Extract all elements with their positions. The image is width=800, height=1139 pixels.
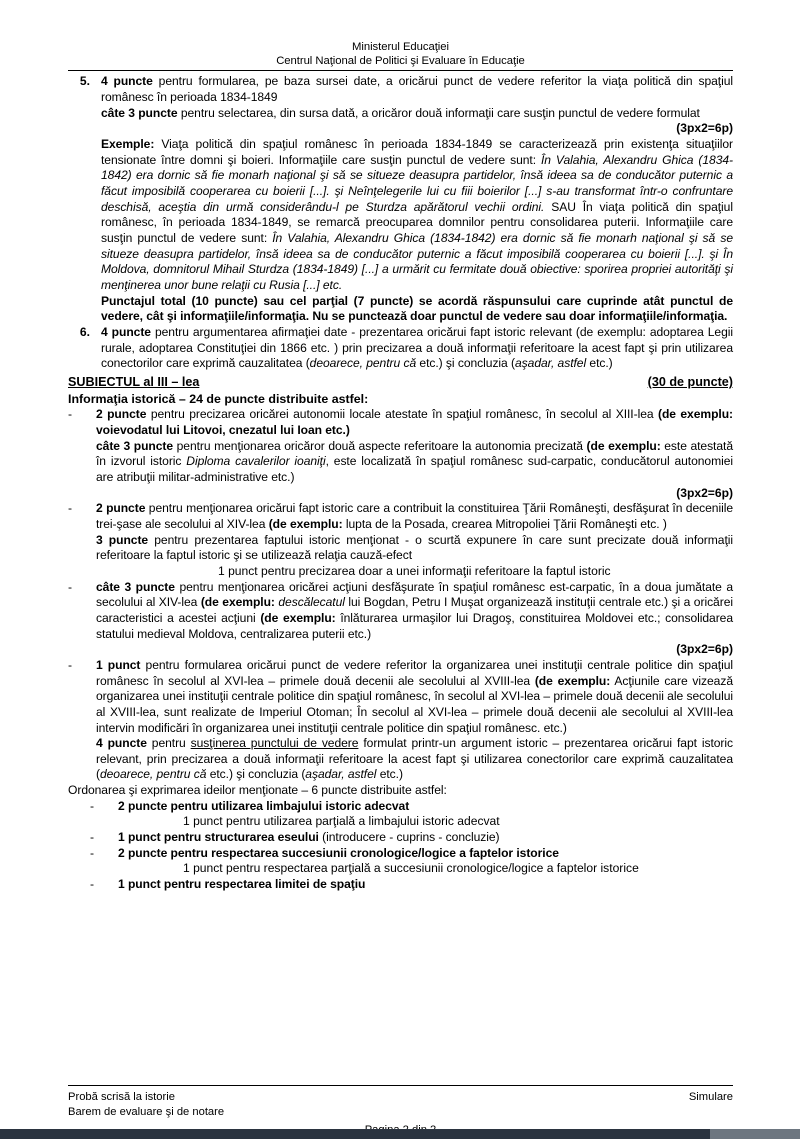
bullet-institutie-points: 1 punct bbox=[96, 657, 141, 672]
bullet-institutie-text-6: etc.) bbox=[376, 767, 403, 782]
bullet-tara-line1 bbox=[96, 501, 733, 532]
footer-exam-name: Probă scrisă la istorie bbox=[68, 1091, 175, 1103]
dash-bullet-icon: - bbox=[90, 877, 95, 892]
item-5-line2 bbox=[101, 106, 733, 122]
order-space-bold: 1 punct pentru respectarea limitei de spaţiu bbox=[118, 877, 366, 892]
viewer-scrollbar[interactable] bbox=[710, 1129, 800, 1139]
order-bullet-chronology bbox=[68, 846, 733, 862]
order-structure-rest: (introducere - cuprins - concluzie) bbox=[318, 830, 500, 845]
bullet-autonomy-line1 bbox=[96, 407, 733, 438]
bullet-est-text-3: şi a oricărei caracteristici a acestei acţiuni bbox=[96, 595, 733, 625]
item-6-body bbox=[101, 325, 733, 372]
example-text-1: Viaţa politică din spaţiul românesc în perioada 1834-1849 se caracterizează prin existenţa situaţiilor tensionate între domni şi boieri. Informaţiile care susţin punctul de vedere sunt: bbox=[101, 137, 733, 167]
order-structure-bold: 1 punct pentru structurarea eseului bbox=[118, 830, 319, 845]
historical-info-heading: Informaţia istorică – 24 de puncte distribuite astfel: bbox=[68, 392, 369, 407]
bullet-autonomy-score: (3px2=6p) bbox=[676, 485, 733, 500]
bullet-institutie-text-3: pentru bbox=[146, 736, 191, 751]
item-5-score: (3px2=6p) bbox=[676, 121, 733, 136]
order-chronology-bold: 2 puncte pentru respectarea succesiunii cronologice/logice a faptelor istorice bbox=[118, 845, 559, 860]
item-6-text-3: etc.) bbox=[586, 356, 613, 371]
bullet-est-points: câte 3 puncte bbox=[96, 579, 175, 594]
bullet-est-text-4: înlăturarea urmaşilor lui Dragoş, constituirea Moldovei etc.; consolidarea statului medieval Moldova, centralizarea puterii etc.) bbox=[96, 610, 733, 641]
bullet-tara-subnote: 1 punct pentru precizarea doar a unei informaţii referitoare la faptul istoric bbox=[218, 563, 611, 578]
order-sub-language: 1 punct pentru utilizarea parţială a limbajului istoric adecvat bbox=[183, 814, 500, 829]
bullet-institutie-text-4: formulat printr-un argument istoric – prezentarea oricărui fapt istoric relevant, prin precizarea a două informaţii referitoare la acest fapt şi utilizarea conectorilor care exprimă cauzalitatea ( bbox=[96, 736, 733, 782]
item-6-text-2: etc.) şi concluzia ( bbox=[416, 356, 515, 371]
bullet-autonomy-text-2: pentru menţionarea oricăror două aspecte referitoare la autonomia precizată bbox=[173, 438, 587, 453]
bullet-autonomy-line2 bbox=[96, 439, 733, 486]
example-conj-1: şi bbox=[329, 184, 349, 199]
order-bullet-language-text bbox=[118, 799, 733, 815]
subject-3-title: SUBIECTUL al III – lea bbox=[68, 374, 200, 389]
bullet-autonomy-text-3: este atestată în izvorul istoric bbox=[96, 438, 733, 469]
bullet-est-text-2: lui Bogdan, Petru I Muşat organizează instituţii centrale etc.) bbox=[344, 595, 669, 610]
dash-bullet-icon: - bbox=[90, 830, 95, 845]
dash-bullet-icon: - bbox=[68, 501, 73, 516]
bullet-est-score: (3px2=6p) bbox=[676, 642, 733, 657]
bullet-autonomy bbox=[68, 407, 733, 501]
bullet-institutie-text-1: pentru formularea oricărui punct de vedere referitor la organizarea unei instituţii centrale politice din spaţiul românesc în secolul al XVI-lea – primele două decenii ale secolului al XVIII-lea bbox=[96, 657, 733, 688]
ordering-heading: Ordonarea şi exprimarea ideilor menţionate – 6 puncte distribuite astfel: bbox=[68, 783, 447, 798]
ministry-line: Ministerul Educaţiei bbox=[352, 41, 449, 53]
dash-bullet-icon: - bbox=[90, 845, 95, 860]
footer-row-1 bbox=[68, 1090, 733, 1105]
item-5-line2-points: câte 3 puncte bbox=[101, 105, 178, 120]
example-conj-2: şi bbox=[704, 246, 724, 261]
bullet-est-carpatic bbox=[68, 580, 733, 658]
bullet-tara-text: pentru menţionarea oricărui fapt istoric care a contribuit la constituirea Ţării Româneşti, desfăşurat în deceniile trei-şase ale secolului al XIV-lea bbox=[96, 501, 733, 531]
order-sub-chronology: 1 punct pentru respectarea parţială a succesiunii cronologice/logice a faptelor istorice bbox=[183, 861, 639, 876]
center-line: Centrul Naţional de Politici şi Evaluare în Educaţie bbox=[276, 55, 525, 68]
footer-divider bbox=[68, 1085, 733, 1086]
dash-bullet-icon: - bbox=[68, 579, 73, 594]
item-6-italic-1: deoarece, pentru că bbox=[309, 356, 417, 371]
order-bullet-language bbox=[68, 799, 733, 815]
bullet-autonomy-text: pentru precizarea oricărei autonomii locale atestate în spaţiul românesc, în secolul al XIII-lea bbox=[146, 407, 658, 422]
bullet-tara-text-2: lupta de la Posada, crearea Mitropoliei Ţării Româneşti etc. ) bbox=[342, 516, 667, 531]
item-6-marker: 6. bbox=[79, 324, 90, 339]
bullet-tara-example: (de exemplu: bbox=[268, 516, 343, 531]
bullet-tara-points-2: 3 puncte bbox=[96, 532, 149, 547]
order-bullet-space-limit bbox=[68, 877, 733, 893]
item-6-text-1: pentru argumentarea afirmaţiei date - prezentarea oricărui fapt istoric relevant (de exemplu: adoptarea Legii rurale, adoptarea Constituţiei din 1866 etc. ) prin precizarea a două informaţii referitoare la acest fapt şi prin utilizarea conectorilor care exprimă cauzalitatea ( bbox=[101, 324, 733, 371]
bullet-institutie-line1 bbox=[96, 658, 733, 736]
bullet-autonomy-points-2: câte 3 puncte bbox=[96, 438, 174, 453]
bullet-est-italic-1: descălecatul bbox=[274, 595, 345, 610]
order-bullet-space-limit-text bbox=[118, 877, 733, 893]
bullet-autonomy-points: 2 puncte bbox=[96, 407, 147, 422]
footer-document-type: Barem de evaluare şi de notare bbox=[68, 1105, 225, 1118]
example-quote-4: În Moldova, domnitorul Mihail Sturdza (1834-1849) [...] a urmărit cu fermitate două obiective: sporirea propriei autorităţi şi menţinerea unor bune relaţii cu Rusia [...] etc. bbox=[101, 246, 733, 292]
example-text-2: SAU În viaţa politică din spaţiul românesc, în perioada 1834-1849, se remarcă preocuparea domnilor pentru consolidarea puterii. Informaţiile care susţin punctul de vedere sunt: bbox=[101, 199, 733, 245]
item-5-line1-text: pentru formularea, pe baza sursei date, a oricărui punct de vedere referitor la viaţa politică din spaţiul românesc în perioada 1834-1849 bbox=[101, 74, 733, 105]
dash-bullet-icon: - bbox=[68, 407, 73, 422]
bullet-tara-points: 2 puncte bbox=[96, 501, 146, 516]
bullet-institutie-centrala bbox=[68, 658, 733, 783]
bullet-institutie-underline: susţinerea punctului de vedere bbox=[190, 736, 359, 751]
bullet-tara-text-3: pentru prezentarea faptului istoric menţionat - o scurtă expunere în care sunt precizate două informaţii referitoare la faptul istoric şi se utilizează relaţia cauză-efect bbox=[96, 532, 733, 563]
example-quote-2: Neînţelegerile lui cu fiii boierilor [...] s-au transformat într-o confruntare deschisă, aceştia din urmă considerându-l pe Sturdza apărătorul vechii ordini. bbox=[101, 184, 733, 214]
item-6 bbox=[68, 325, 733, 372]
bullet-institutie-points-2: 4 puncte bbox=[96, 736, 147, 751]
item-5-note bbox=[101, 294, 733, 325]
footer-session: Simulare bbox=[688, 1091, 733, 1103]
item-5-example bbox=[101, 137, 733, 294]
bullet-est-example-2: (de exemplu: bbox=[260, 610, 336, 625]
dash-bullet-icon: - bbox=[90, 798, 95, 813]
bullet-institutie-text-2: Acţiunile care vizează organizarea unei instituţii centrale politice din spaţiul românesc, în secolul al XVI-lea – primele două decenii ale secolului al XVIII-lea, sunt realizate de Imperiul Otoman; În secolul al XVI-lea – primele două decenii ale secolului al XVIII-lea intervin modificări în organizarea unei instituţii centrale politice din spaţiul românesc. etc.) bbox=[96, 673, 733, 735]
bullet-est-text-1: pentru menţionarea oricărei acţiuni desfăşurate în spaţiul românesc est-carpatic, în a doua jumătate a secolului al XIV-lea bbox=[96, 579, 734, 610]
document-content bbox=[68, 40, 733, 893]
bullet-institutie-example: (de exemplu: bbox=[534, 673, 611, 688]
bullet-institutie-text-5: etc.) şi concluzia ( bbox=[206, 767, 306, 782]
header-divider bbox=[68, 70, 733, 71]
item-6-italic-2: aşadar, astfel bbox=[515, 356, 587, 371]
bullet-institutie-line2 bbox=[96, 736, 733, 783]
item-5-marker: 5. bbox=[79, 74, 90, 89]
dash-bullet-icon: - bbox=[68, 657, 73, 672]
bullet-autonomy-source-title: Diploma cavalerilor ioaniţi bbox=[186, 454, 326, 469]
order-bullet-structure bbox=[68, 830, 733, 846]
order-language-bold: 2 puncte pentru utilizarea limbajului istoric adecvat bbox=[118, 798, 410, 813]
bullet-tara-line2 bbox=[96, 533, 733, 564]
item-5-line2-text: pentru selectarea, din sursa dată, a oricăror două informaţii care susţin punctul de vedere formulat bbox=[177, 105, 700, 120]
item-5-line1 bbox=[101, 74, 733, 105]
footer-row-2 bbox=[68, 1105, 733, 1120]
bullet-autonomy-text-4: , este localizată în spaţiul românesc sud-carpatic, conducătorul autonomiei are atribuţii militar-administrative etc.) bbox=[96, 454, 734, 485]
viewer-bottom-bar bbox=[0, 1129, 800, 1139]
bullet-institutie-italic-2: aşadar, astfel bbox=[305, 767, 377, 782]
item-5 bbox=[68, 74, 733, 325]
item-6-points: 4 puncte bbox=[101, 324, 151, 339]
item-5-note-text: Punctajul total (10 puncte) sau cel parţial (7 puncte) se acordă răspunsului care cuprinde atât punctul de vedere, cât şi informaţiile/informaţia. Nu se punctează doar punctul de vedere sau doar informaţiile/informaţia. bbox=[101, 293, 733, 324]
bullet-est-carpatic-body bbox=[96, 580, 733, 643]
bullet-autonomy-example: (de exemplu: voievodatul lui Litovoi, cnezatul lui Ioan etc.) bbox=[96, 407, 733, 438]
bullet-autonomy-example-2: (de exemplu: bbox=[586, 438, 661, 453]
subject-3-heading bbox=[68, 374, 733, 390]
document-header bbox=[68, 40, 733, 68]
bullet-institutie-italic-1: deoarece, pentru că bbox=[99, 767, 207, 782]
order-bullet-chronology-text bbox=[118, 846, 733, 862]
subject-3-points: (30 de puncte) bbox=[647, 374, 733, 389]
bullet-tara-romaneasca bbox=[68, 501, 733, 579]
item-5-line1-points: 4 puncte bbox=[101, 74, 153, 89]
bullet-est-example-1: (de exemplu: bbox=[200, 595, 275, 610]
example-quote-3: În Valahia, Alexandru Ghica (1834-1842) era dornic să fie monarh naţional şi să se situeze deasupra partidelor, însă ideea sa de conducător puternic a făcut imposibilă cooperarea cu boierii [...]. bbox=[101, 231, 733, 261]
example-label: Exemple: bbox=[101, 137, 155, 152]
example-quote-1: În Valahia, Alexandru Ghica (1834-1842) era dornic să fie monarh naţional şi să se situeze deasupra partidelor, însă ideea sa de conducător puternic a făcut imposibilă cooperarea cu boierii [...]. bbox=[101, 152, 733, 199]
order-bullet-structure-text bbox=[118, 830, 733, 846]
